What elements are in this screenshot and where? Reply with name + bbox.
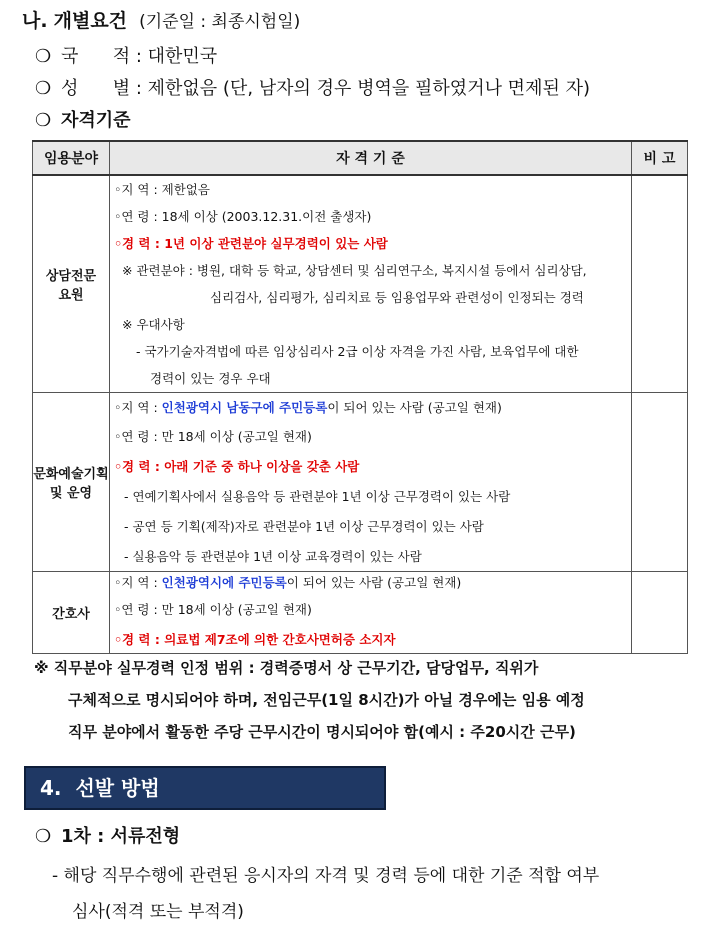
criteria-line: ※ 우대사항	[122, 317, 185, 332]
gender-row	[35, 74, 590, 100]
field-nurse: 간호사	[33, 572, 110, 654]
field-culture: 문화예술기획 및 운영	[33, 393, 110, 572]
criteria-counselor	[110, 175, 632, 393]
note-cell	[632, 175, 688, 393]
table-row	[33, 175, 688, 393]
criteria-line: 경력이 있는 경우 우대	[150, 371, 271, 386]
circle-bullet-icon: ❍	[35, 826, 52, 847]
notice-line: ※ 직무분야 실무경력 인정 범위 : 경력증명서 상 근무기간, 담당업무, 직위가	[34, 659, 539, 677]
qualification-row	[35, 106, 131, 132]
criteria-line: ◦경 력 : 1년 이상 관련분야 실무경력이 있는 사람	[114, 236, 388, 251]
table-header-row	[33, 141, 688, 175]
criteria-line: - 국가기술자격법에 따른 임상심리사 2급 이상 자격을 가진 사람, 보육업무에 대한	[136, 344, 579, 359]
section-title: 개별요건	[53, 10, 128, 32]
header-note: 비 고	[632, 141, 688, 175]
criteria-line: ◦지 역 : 인천광역시에 주민등록이 되어 있는 사람 (공고일 현재)	[114, 575, 462, 590]
criteria-line: ◦연 령 : 만 18세 이상 (공고일 현재)	[114, 429, 312, 444]
criteria-line: 심리검사, 심리평가, 심리치료 등 임용업무와 관련성이 인정되는 경력	[210, 290, 584, 305]
notice-line: 구체적으로 명시되어야 하며, 전임근무(1일 8시간)가 아닐 경우에는 임용 예정	[68, 691, 585, 709]
criteria-line: - 연예기획사에서 실용음악 등 관련분야 1년 이상 근무경력이 있는 사람	[124, 489, 511, 504]
header-field: 임용분야	[33, 141, 110, 175]
step1-description	[52, 858, 599, 926]
section4-banner	[24, 766, 386, 810]
section-heading	[22, 6, 300, 33]
criteria-line: ◦경 력 : 아래 기준 중 하나 이상을 갖춘 사람	[114, 459, 360, 474]
criteria-line: - 공연 등 기획(제작)자로 관련분야 1년 이상 근무경력이 있는 사람	[124, 519, 484, 534]
header-criteria: 자 격 기 준	[110, 141, 632, 175]
criteria-line: ◦지 역 : 인천광역시 남동구에 주민등록이 되어 있는 사람 (공고일 현재)	[114, 400, 502, 415]
requirements-table	[32, 140, 688, 654]
experience-notice	[34, 652, 585, 748]
note-cell	[632, 572, 688, 654]
gender-value: : 제한없음 (단, 남자의 경우 병역을 필하였거나 면제된 자)	[135, 78, 590, 99]
section-number: 나.	[22, 10, 48, 32]
nationality-row	[35, 42, 217, 68]
nationality-label: 국 적	[61, 46, 131, 67]
step1-heading	[35, 822, 180, 848]
circle-bullet-icon: ❍	[35, 46, 52, 67]
table-row	[33, 393, 688, 572]
notice-line: 직무 분야에서 활동한 주당 근무시간이 명시되어야 함(예시 : 주20시간 근무)	[68, 723, 576, 741]
gender-label: 성 별	[61, 78, 131, 99]
criteria-nurse	[110, 572, 632, 654]
step1-label: 1차 : 서류전형	[61, 826, 181, 847]
table-row	[33, 572, 688, 654]
criteria-culture	[110, 393, 632, 572]
desc-line: - 해당 직무수행에 관련된 응시자의 자격 및 경력 등에 대한 기준 적합 여부	[52, 866, 600, 886]
criteria-line: ◦연 령 : 18세 이상 (2003.12.31.이전 출생자)	[114, 209, 372, 224]
desc-line: 심사(적격 또는 부적격)	[72, 902, 244, 922]
field-counselor: 상담전문 요원	[33, 175, 110, 393]
section-subtitle: (기준일 : 최종시험일)	[139, 12, 301, 32]
criteria-line: ◦연 령 : 만 18세 이상 (공고일 현재)	[114, 602, 312, 617]
nationality-value: : 대한민국	[135, 46, 218, 67]
note-cell	[632, 393, 688, 572]
circle-bullet-icon: ❍	[35, 78, 52, 99]
criteria-line: ◦지 역 : 제한없음	[114, 182, 210, 197]
qualification-label: 자격기준	[61, 110, 131, 131]
section4-title: 4. 선발 방법	[40, 776, 160, 800]
criteria-line: - 실용음악 등 관련분야 1년 이상 교육경력이 있는 사람	[124, 549, 422, 564]
circle-bullet-icon: ❍	[35, 110, 52, 131]
criteria-line: ※ 관련분야 : 병원, 대학 등 학교, 상담센터 및 심리연구소, 복지시설 등에서 심리상담,	[122, 263, 587, 278]
criteria-line: ◦경 력 : 의료법 제7조에 의한 간호사면허증 소지자	[114, 632, 396, 647]
